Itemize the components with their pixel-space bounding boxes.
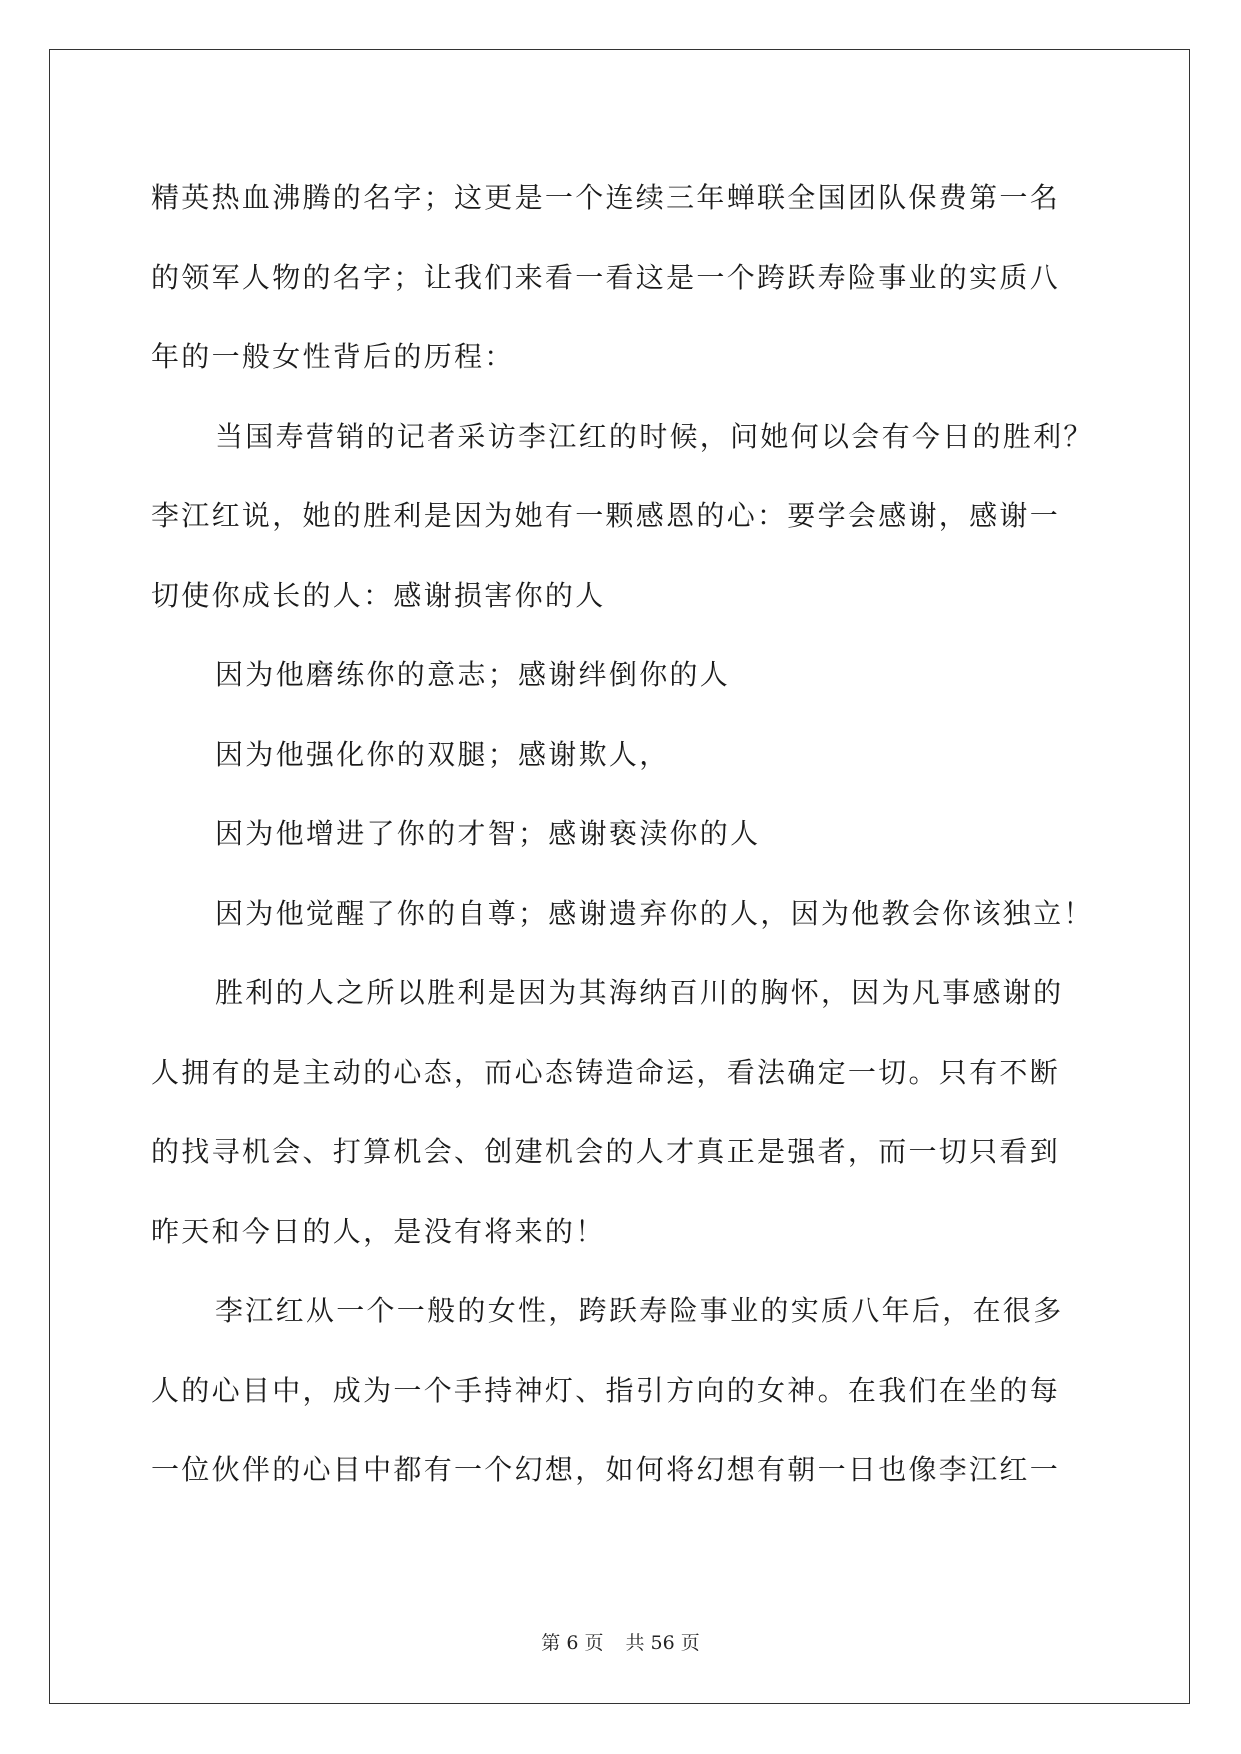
text-line: 精英热血沸腾的名字；这更是一个连续三年蝉联全国团队保费第一名 xyxy=(151,181,1061,214)
text-line: 的找寻机会、打算机会、创建机会的人才真正是强者，而一切只看到 xyxy=(151,1135,1061,1168)
text-line: 因为他增进了你的才智；感谢亵渎你的人 xyxy=(215,817,761,850)
document-body xyxy=(151,158,1094,1510)
text-line: 因为他磨练你的意志；感谢绊倒你的人 xyxy=(215,658,731,691)
text-line: 李江红说，她的胜利是因为她有一颗感恩的心：要学会感谢，感谢一 xyxy=(151,499,1061,532)
text-line: 切使你成长的人：感谢损害你的人 xyxy=(151,578,606,612)
text-line: 一位伙伴的心目中都有一个幻想，如何将幻想有朝一日也像李江红一 xyxy=(151,1453,1061,1486)
text-line: 因为他觉醒了你的自尊；感谢遗弃你的人，因为他教会你该独立！ xyxy=(215,896,1094,930)
page-total: 共 56 页 xyxy=(625,1632,700,1654)
text-line: 昨天和今日的人，是没有将来的！ xyxy=(151,1214,606,1248)
page-number: 第 6 页 xyxy=(541,1632,604,1654)
text-line: 人的心目中，成为一个手持神灯、指引方向的女神。在我们在坐的每 xyxy=(151,1373,1061,1407)
text-line: 年的一般女性背后的历程： xyxy=(151,340,515,373)
text-line: 人拥有的是主动的心态，而心态铸造命运，看法确定一切。只有不断 xyxy=(151,1055,1061,1089)
text-line: 因为他强化你的双腿；感谢欺人， xyxy=(215,737,670,771)
text-line: 当国寿营销的记者采访李江红的时候，问她何以会有今日的胜利？ xyxy=(215,419,1094,453)
text-line: 胜利的人之所以胜利是因为其海纳百川的胸怀，因为凡事感谢的 xyxy=(215,976,1064,1009)
text-line: 李江红从一个一般的女性，跨跃寿险事业的实质八年后，在很多 xyxy=(215,1294,1064,1327)
page-footer xyxy=(0,1628,1241,1655)
text-line: 的领军人物的名字；让我们来看一看这是一个跨跃寿险事业的实质八 xyxy=(151,260,1061,294)
